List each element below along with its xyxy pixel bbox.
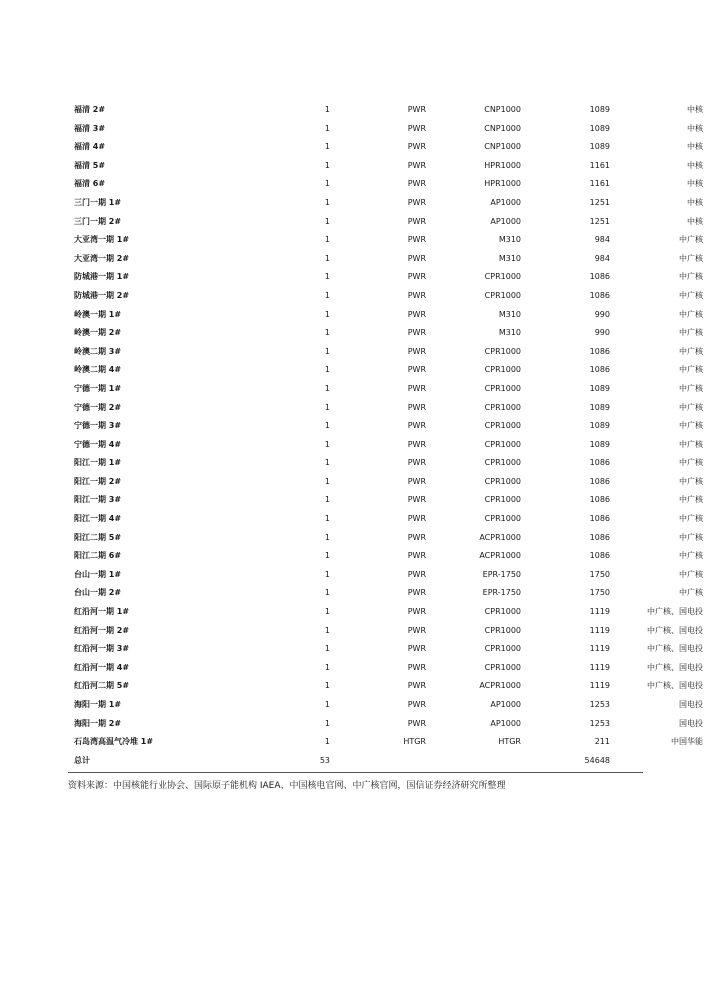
reactor-type-cell: PWR xyxy=(407,235,426,245)
unit-count-cell: 1 xyxy=(324,737,330,747)
reactor-type-cell: PWR xyxy=(407,402,426,412)
owner-cell: 中广核 xyxy=(679,569,703,579)
reactor-type-cell: PWR xyxy=(407,365,426,375)
reactor-type-cell: PWR xyxy=(407,346,426,356)
unit-count-cell: 1 xyxy=(324,718,330,728)
unit-count-cell: 1 xyxy=(324,197,330,207)
plant-name-cell: 红沿河二期 5# xyxy=(74,681,130,691)
owner-cell: 中广核、国电投 xyxy=(647,625,703,635)
technology-cell: CPR1000 xyxy=(484,495,521,505)
reactor-type-cell: PWR xyxy=(407,700,426,709)
unit-count-cell: 1 xyxy=(324,569,330,579)
technology-cell: CNP1000 xyxy=(484,123,521,133)
reactor-type-cell: PWR xyxy=(407,439,426,449)
table-row xyxy=(68,399,703,418)
owner-cell: 中广核 xyxy=(679,309,703,319)
plant-name-cell: 岭澳二期 3# xyxy=(74,346,122,356)
unit-count-cell: 1 xyxy=(324,179,330,189)
plant-name-cell: 台山一期 2# xyxy=(74,588,122,598)
table-row xyxy=(68,547,703,566)
plant-name-cell: 三门一期 1# xyxy=(74,197,122,207)
plant-name-cell: 红沿河一期 4# xyxy=(74,662,130,672)
unit-count-cell: 1 xyxy=(324,421,330,431)
owner-cell: 中广核 xyxy=(679,253,703,263)
reactor-type-cell: HTGR xyxy=(403,737,426,747)
capacity-cell: 1089 xyxy=(589,421,610,431)
reactor-type-cell: PWR xyxy=(407,197,426,207)
technology-cell: CPR1000 xyxy=(484,383,521,393)
capacity-cell: 54648 xyxy=(584,755,610,765)
reactor-type-cell: PWR xyxy=(407,123,426,133)
unit-count-cell: 1 xyxy=(324,439,330,449)
owner-cell: 中国华能 xyxy=(671,737,703,747)
technology-cell: CPR1000 xyxy=(484,402,521,412)
table-row xyxy=(68,491,703,510)
unit-count-cell: 1 xyxy=(324,551,330,561)
reactor-type-cell: PWR xyxy=(407,105,426,114)
unit-count-cell: 1 xyxy=(324,700,330,709)
plant-name-cell: 岭澳一期 1# xyxy=(74,309,122,319)
plant-name-cell: 宁德一期 1# xyxy=(74,383,122,393)
technology-cell: HPR1000 xyxy=(484,179,521,189)
plant-name-cell: 宁德一期 3# xyxy=(74,421,122,431)
reactor-type-cell: PWR xyxy=(407,179,426,189)
technology-cell: ACPR1000 xyxy=(479,551,521,561)
table-row xyxy=(68,529,703,548)
reactor-type-cell: PWR xyxy=(407,588,426,598)
capacity-cell: 1089 xyxy=(589,439,610,449)
unit-count-cell: 1 xyxy=(324,160,330,170)
owner-cell: 中广核 xyxy=(679,383,703,393)
owner-cell: 中广核 xyxy=(679,328,703,338)
plant-name-cell: 岭澳二期 4# xyxy=(74,365,122,375)
table-row xyxy=(68,380,703,399)
technology-cell: M310 xyxy=(498,235,521,245)
unit-count-cell: 1 xyxy=(324,383,330,393)
capacity-cell: 211 xyxy=(594,737,610,747)
reactor-type-cell: PWR xyxy=(407,160,426,170)
unit-count-cell: 1 xyxy=(324,495,330,505)
reactor-type-cell: PWR xyxy=(407,309,426,319)
reactor-type-cell: PWR xyxy=(407,551,426,561)
capacity-cell: 1089 xyxy=(589,105,610,114)
owner-cell: 中广核 xyxy=(679,439,703,449)
owner-cell: 中广核 xyxy=(679,495,703,505)
reactor-type-cell: PWR xyxy=(407,495,426,505)
reactor-type-cell: PWR xyxy=(407,272,426,282)
plant-name-cell: 海阳一期 2# xyxy=(74,718,122,728)
unit-count-cell: 1 xyxy=(324,476,330,486)
owner-cell: 中广核 xyxy=(679,235,703,245)
plant-name-cell: 阳江一期 1# xyxy=(74,458,122,468)
owner-cell: 国电投 xyxy=(679,700,703,709)
owner-cell: 中核 xyxy=(687,123,703,133)
table-row xyxy=(68,733,703,752)
technology-cell: ACPR1000 xyxy=(479,681,521,691)
technology-cell: CPR1000 xyxy=(484,421,521,431)
owner-cell: 中广核 xyxy=(679,458,703,468)
table-row xyxy=(68,696,703,715)
unit-count-cell: 1 xyxy=(324,328,330,338)
plant-name-cell: 阳江二期 6# xyxy=(74,551,122,561)
owner-cell: 中广核 xyxy=(679,402,703,412)
unit-count-cell: 1 xyxy=(324,402,330,412)
reactor-type-cell: PWR xyxy=(407,718,426,728)
plant-name-cell: 红沿河一期 3# xyxy=(74,644,130,654)
table-row xyxy=(68,120,703,139)
reactor-type-cell: PWR xyxy=(407,644,426,654)
owner-cell: 中核 xyxy=(687,197,703,207)
reactor-type-cell: PWR xyxy=(407,514,426,524)
technology-cell: EPR-1750 xyxy=(482,588,521,598)
capacity-cell: 1253 xyxy=(589,700,610,709)
plant-name-cell: 台山一期 1# xyxy=(74,569,122,579)
owner-cell: 中核 xyxy=(687,142,703,152)
reactor-type-cell: PWR xyxy=(407,142,426,152)
unit-count-cell: 1 xyxy=(324,216,330,226)
capacity-cell: 990 xyxy=(594,328,610,338)
capacity-cell: 1251 xyxy=(589,216,610,226)
unit-count-cell: 1 xyxy=(324,253,330,263)
reactor-type-cell: PWR xyxy=(407,625,426,635)
unit-count-cell: 1 xyxy=(324,290,330,300)
plant-name-cell: 福清 4# xyxy=(74,142,106,152)
unit-count-cell: 1 xyxy=(324,625,330,635)
reactor-type-cell: PWR xyxy=(407,476,426,486)
unit-count-cell: 1 xyxy=(324,458,330,468)
plant-name-cell: 大亚湾一期 2# xyxy=(74,253,130,263)
technology-cell: ACPR1000 xyxy=(479,532,521,542)
reactor-type-cell: PWR xyxy=(407,383,426,393)
reactor-type-cell: PWR xyxy=(407,532,426,542)
plant-name-cell: 防城港一期 2# xyxy=(74,290,130,300)
owner-cell: 中广核 xyxy=(679,476,703,486)
owner-cell: 中核 xyxy=(687,105,703,114)
plant-name-cell: 总计 xyxy=(74,755,90,765)
table-row xyxy=(68,194,703,213)
plant-name-cell: 三门一期 2# xyxy=(74,216,122,226)
technology-cell: HTGR xyxy=(498,737,521,747)
capacity-cell: 1086 xyxy=(589,458,610,468)
technology-cell: HPR1000 xyxy=(484,160,521,170)
unit-count-cell: 1 xyxy=(324,662,330,672)
table-row xyxy=(68,436,703,455)
reactor-type-cell: PWR xyxy=(407,216,426,226)
table-row xyxy=(68,566,703,585)
reactor-type-cell: PWR xyxy=(407,290,426,300)
technology-cell: AP1000 xyxy=(490,700,521,709)
reactor-type-cell: PWR xyxy=(407,421,426,431)
table-row xyxy=(68,677,703,696)
reactor-type-cell: PWR xyxy=(407,681,426,691)
plant-name-cell: 红沿河一期 1# xyxy=(74,607,130,617)
plant-name-cell: 阳江一期 3# xyxy=(74,495,122,505)
capacity-cell: 984 xyxy=(594,235,610,245)
owner-cell: 中广核 xyxy=(679,551,703,561)
technology-cell: CPR1000 xyxy=(484,607,521,617)
technology-cell: CPR1000 xyxy=(484,439,521,449)
owner-cell: 中广核 xyxy=(679,514,703,524)
owner-cell: 中广核 xyxy=(679,272,703,282)
owner-cell: 中广核、国电投 xyxy=(647,681,703,691)
capacity-cell: 1089 xyxy=(589,402,610,412)
owner-cell: 中广核 xyxy=(679,421,703,431)
owner-cell: 中广核 xyxy=(679,532,703,542)
capacity-cell: 1086 xyxy=(589,551,610,561)
technology-cell: CPR1000 xyxy=(484,625,521,635)
owner-cell: 国电投 xyxy=(679,718,703,728)
owner-cell: 中核 xyxy=(687,160,703,170)
capacity-cell: 990 xyxy=(594,309,610,319)
unit-count-cell: 1 xyxy=(324,123,330,133)
reactor-type-cell: PWR xyxy=(407,569,426,579)
plant-name-cell: 海阳一期 1# xyxy=(74,700,122,709)
reactor-type-cell: PWR xyxy=(407,662,426,672)
plant-name-cell: 福清 6# xyxy=(74,179,106,189)
capacity-cell: 1089 xyxy=(589,142,610,152)
plant-name-cell: 防城港一期 1# xyxy=(74,272,130,282)
nuclear-plant-table xyxy=(68,101,703,770)
table-row xyxy=(68,510,703,529)
plant-name-cell: 宁德一期 4# xyxy=(74,439,122,449)
technology-cell: EPR-1750 xyxy=(482,569,521,579)
table-row xyxy=(68,640,703,659)
table-row xyxy=(68,584,703,603)
plant-name-cell: 阳江一期 4# xyxy=(74,514,122,524)
capacity-cell: 1086 xyxy=(589,514,610,524)
capacity-cell: 984 xyxy=(594,253,610,263)
unit-count-cell: 1 xyxy=(324,681,330,691)
technology-cell: CPR1000 xyxy=(484,644,521,654)
unit-count-cell: 1 xyxy=(324,235,330,245)
table-row xyxy=(68,715,703,734)
capacity-cell: 1119 xyxy=(589,625,610,635)
technology-cell: CPR1000 xyxy=(484,458,521,468)
capacity-cell: 1119 xyxy=(589,607,610,617)
unit-count-cell: 1 xyxy=(324,532,330,542)
reactor-type-cell: PWR xyxy=(407,253,426,263)
plant-name-cell: 岭澳一期 2# xyxy=(74,328,122,338)
capacity-cell: 1119 xyxy=(589,681,610,691)
technology-cell: CPR1000 xyxy=(484,346,521,356)
owner-cell: 中广核、国电投 xyxy=(647,607,703,617)
reactor-type-cell: PWR xyxy=(407,328,426,338)
owner-cell: 中核 xyxy=(687,179,703,189)
technology-cell: AP1000 xyxy=(490,216,521,226)
table-row xyxy=(68,101,703,120)
technology-cell: CNP1000 xyxy=(484,105,521,114)
technology-cell: CNP1000 xyxy=(484,142,521,152)
owner-cell: 中广核、国电投 xyxy=(647,644,703,654)
reactor-type-cell: PWR xyxy=(407,607,426,617)
reactor-type-cell: PWR xyxy=(407,458,426,468)
capacity-cell: 1086 xyxy=(589,346,610,356)
capacity-cell: 1119 xyxy=(589,662,610,672)
technology-cell: CPR1000 xyxy=(484,662,521,672)
table-row xyxy=(68,268,703,287)
capacity-cell: 1086 xyxy=(589,495,610,505)
table-row xyxy=(68,473,703,492)
technology-cell: CPR1000 xyxy=(484,272,521,282)
plant-name-cell: 红沿河一期 2# xyxy=(74,625,130,635)
capacity-cell: 1161 xyxy=(589,179,610,189)
plant-name-cell: 阳江二期 5# xyxy=(74,532,122,542)
table-row xyxy=(68,213,703,232)
technology-cell: M310 xyxy=(498,253,521,263)
technology-cell: M310 xyxy=(498,328,521,338)
capacity-cell: 1086 xyxy=(589,290,610,300)
plant-name-cell: 福清 3# xyxy=(74,123,106,133)
plant-name-cell: 宁德一期 2# xyxy=(74,402,122,412)
technology-cell: CPR1000 xyxy=(484,514,521,524)
unit-count-cell: 1 xyxy=(324,365,330,375)
table-row xyxy=(68,175,703,194)
unit-count-cell: 1 xyxy=(324,644,330,654)
table-row xyxy=(68,250,703,269)
table-row xyxy=(68,287,703,306)
table-row xyxy=(68,157,703,176)
capacity-cell: 1089 xyxy=(589,123,610,133)
technology-cell: CPR1000 xyxy=(484,365,521,375)
table-row xyxy=(68,306,703,325)
unit-count-cell: 1 xyxy=(324,309,330,319)
table-row xyxy=(68,324,703,343)
unit-count-cell: 53 xyxy=(319,755,330,765)
plant-name-cell: 福清 2# xyxy=(74,105,106,114)
owner-cell: 中广核、国电投 xyxy=(647,662,703,672)
capacity-cell: 1119 xyxy=(589,644,610,654)
table-row xyxy=(68,622,703,641)
capacity-cell: 1086 xyxy=(589,532,610,542)
table-row xyxy=(68,417,703,436)
technology-cell: AP1000 xyxy=(490,197,521,207)
table-row xyxy=(68,603,703,622)
plant-name-cell: 大亚湾一期 1# xyxy=(74,235,130,245)
source-note: 资料来源：中国核能行业协会、国际原子能机构 IAEA、中国核电官网、中广核官网，国信证券经济研究所整理 xyxy=(68,781,506,791)
unit-count-cell: 1 xyxy=(324,607,330,617)
technology-cell: M310 xyxy=(498,309,521,319)
plant-name-cell: 阳江一期 2# xyxy=(74,476,122,486)
technology-cell: CPR1000 xyxy=(484,476,521,486)
owner-cell: 中广核 xyxy=(679,290,703,300)
unit-count-cell: 1 xyxy=(324,272,330,282)
capacity-cell: 1089 xyxy=(589,383,610,393)
table-row xyxy=(68,361,703,380)
table-row xyxy=(68,343,703,362)
capacity-cell: 1750 xyxy=(589,588,610,598)
table-row xyxy=(68,454,703,473)
capacity-cell: 1161 xyxy=(589,160,610,170)
capacity-cell: 1750 xyxy=(589,569,610,579)
technology-cell: CPR1000 xyxy=(484,290,521,300)
capacity-cell: 1251 xyxy=(589,197,610,207)
table-row xyxy=(68,231,703,250)
owner-cell: 中广核 xyxy=(679,365,703,375)
table-bottom-rule xyxy=(68,772,643,773)
owner-cell: 中核 xyxy=(687,216,703,226)
owner-cell: 中广核 xyxy=(679,588,703,598)
plant-name-cell: 石岛湾高温气冷堆 1# xyxy=(74,737,154,747)
capacity-cell: 1253 xyxy=(589,718,610,728)
unit-count-cell: 1 xyxy=(324,514,330,524)
table-row xyxy=(68,138,703,157)
capacity-cell: 1086 xyxy=(589,365,610,375)
table-row xyxy=(68,752,643,771)
capacity-cell: 1086 xyxy=(589,272,610,282)
unit-count-cell: 1 xyxy=(324,105,330,114)
technology-cell: AP1000 xyxy=(490,718,521,728)
unit-count-cell: 1 xyxy=(324,588,330,598)
unit-count-cell: 1 xyxy=(324,346,330,356)
plant-name-cell: 福清 5# xyxy=(74,160,106,170)
table-row xyxy=(68,659,703,678)
capacity-cell: 1086 xyxy=(589,476,610,486)
unit-count-cell: 1 xyxy=(324,142,330,152)
owner-cell: 中广核 xyxy=(679,346,703,356)
